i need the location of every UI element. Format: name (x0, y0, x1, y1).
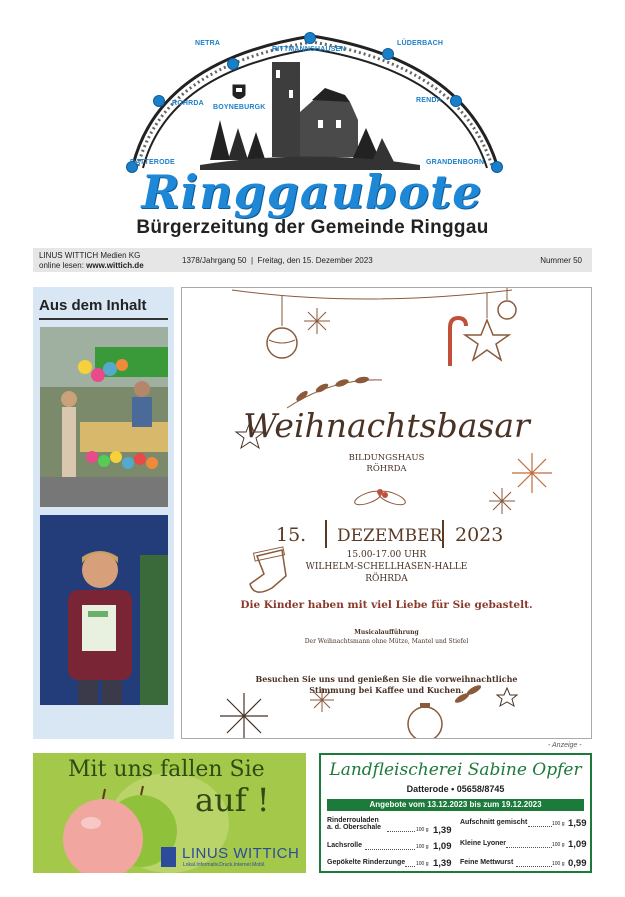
offer-name: Kleine Lyoner (460, 840, 507, 847)
village-label: RITTMANNSHAUSEN (272, 46, 346, 53)
poster-kids-line: Die Kinder haben mit viel Liebe für Sie gebastelt. (240, 599, 533, 611)
village-marker (304, 32, 316, 44)
ornament-icon (267, 296, 297, 358)
contents-column (33, 287, 174, 739)
offer-item (327, 859, 452, 871)
offer-period-bar: Angebote vom 13.12.2023 bis zum 19.12.2023 (327, 799, 584, 811)
issue-date: 1378/Jahrgang 50 | Freitag, den 15. Dezember 2023 (182, 256, 373, 265)
date-separator (325, 520, 327, 548)
contents-title: Aus dem Inhalt (39, 297, 147, 314)
online-link-line (39, 261, 144, 271)
poster-year: 2023 (455, 524, 504, 546)
village-label: DATTERODE (130, 159, 175, 166)
offer-item (327, 842, 452, 854)
ad-brand-name: LINUS WITTICH (182, 845, 300, 862)
village-marker (227, 58, 239, 70)
poster-invite-line2: Stimmung bei Kaffee und Kuchen. (309, 685, 464, 695)
poster-title: Weihnachtsbasar (243, 406, 530, 445)
date-separator (442, 520, 444, 548)
linus-wittich-logo-icon (161, 847, 176, 867)
offer-name: Aufschnitt gemischt (460, 819, 528, 826)
ornament-icon (408, 703, 442, 739)
offer-price: 0,99 (568, 858, 587, 869)
issue-info-bar (33, 248, 592, 272)
village-label: BOYNEBURGK (213, 104, 266, 111)
dotted-leader (506, 841, 552, 848)
offer-item (460, 859, 588, 871)
village-marker (153, 95, 165, 107)
laurel-branch-icon (287, 376, 382, 408)
offer-name: Rinderrouladen (327, 817, 379, 824)
offer-unit: 100 g (416, 861, 429, 867)
newspaper-brand: Ringgaubote (141, 165, 483, 219)
offer-price: 1,09 (433, 841, 452, 852)
ad-brand-slogan: Lokal.Informativ.Druck.Internet.Mobil. (183, 862, 266, 868)
masthead (0, 0, 625, 245)
dotted-leader (365, 843, 415, 850)
ball-ornament-icon (498, 288, 516, 319)
contents-divider (39, 318, 168, 320)
market-stall-photo[interactable] (40, 327, 168, 507)
village-label: RÖHRDA (172, 100, 204, 107)
coat-of-arms-icon (233, 85, 245, 99)
offer-name: Feine Mettwurst (460, 859, 514, 866)
snowflake-icon (489, 488, 515, 514)
poster-venue-line2: RÖHRDA (366, 464, 407, 474)
village-label: NETRA (195, 40, 221, 47)
offer-item (460, 819, 588, 831)
online-url-link[interactable]: www.wittich.de (86, 261, 144, 270)
offer-name: Gepökelte Rinderzunge (327, 859, 406, 866)
snowflake-icon (304, 308, 330, 334)
offer-name-line2: a. d. Oberschale (327, 824, 382, 831)
advert-label: - Anzeige - (548, 742, 582, 749)
offer-price: 1,39 (433, 825, 452, 836)
offer-price: 1,59 (568, 818, 587, 829)
butcher-contact: Datterode • 05658/8745 (406, 784, 505, 794)
dotted-leader (516, 860, 552, 867)
castle-illustration (200, 62, 420, 170)
newspaper-subtitle: Bürgerzeitung der Gemeinde Ringgau (136, 217, 489, 238)
poster-musical-line2: Der Weihnachtsmann ohne Mütze, Mantel und Stiefel (304, 638, 469, 645)
offer-unit: 100 g (552, 861, 565, 867)
ad-headline-line2: auf ! (195, 781, 270, 819)
snowflake-icon (220, 693, 268, 739)
linus-wittich-ad[interactable] (33, 753, 306, 873)
offer-item (327, 817, 452, 839)
offer-unit: 100 g (552, 842, 565, 848)
poster-time: 15.00-17.00 UHR (346, 550, 427, 560)
candy-cane-icon (450, 318, 466, 366)
poster-invite-line1: Besuchen Sie uns und genießen Sie die vorweihnachtliche (255, 674, 518, 684)
ad-headline-line1: Mit uns fallen Sie (68, 757, 265, 782)
dotted-leader (405, 860, 415, 867)
butcher-ad[interactable] (319, 753, 592, 873)
dotted-leader (387, 825, 415, 832)
village-label: RENDA (416, 97, 442, 104)
poster-town: RÖHRDA (365, 574, 408, 584)
dotted-leader (528, 820, 552, 827)
publisher-name: LINUS WITTICH Medien KG (39, 251, 141, 260)
poster-day: 15. (276, 524, 307, 546)
poster-musical-line1: Musicalaufführung (354, 629, 419, 636)
poster-month: DEZEMBER (337, 526, 443, 546)
holly-icon (353, 489, 407, 508)
village-label: GRANDENBORN (426, 159, 485, 166)
online-prefix: online lesen: (39, 261, 84, 270)
offer-name: Lachsrolle (327, 842, 363, 849)
butcher-name: Landfleischerei Sabine Opfer (329, 760, 582, 780)
poster-hall: WILHELM-SCHELLHASEN-HALLE (305, 562, 468, 572)
poster-venue-line1: BILDUNGSHAUS (348, 453, 425, 463)
offer-price: 1,09 (568, 839, 587, 850)
publisher-block (39, 251, 144, 271)
offer-unit: 100 g (416, 827, 429, 833)
christmas-bazaar-poster[interactable] (181, 287, 592, 739)
offer-item (460, 840, 588, 852)
village-marker (382, 48, 394, 60)
village-marker (450, 95, 462, 107)
offer-unit: 100 g (416, 844, 429, 850)
offer-unit: 100 g (552, 821, 565, 827)
poster-decorations (182, 288, 592, 739)
boy-certificate-photo[interactable] (40, 515, 168, 705)
issue-number: Nummer 50 (540, 256, 582, 265)
village-label: LÜDERBACH (397, 40, 444, 47)
offer-price: 1,39 (433, 858, 452, 869)
